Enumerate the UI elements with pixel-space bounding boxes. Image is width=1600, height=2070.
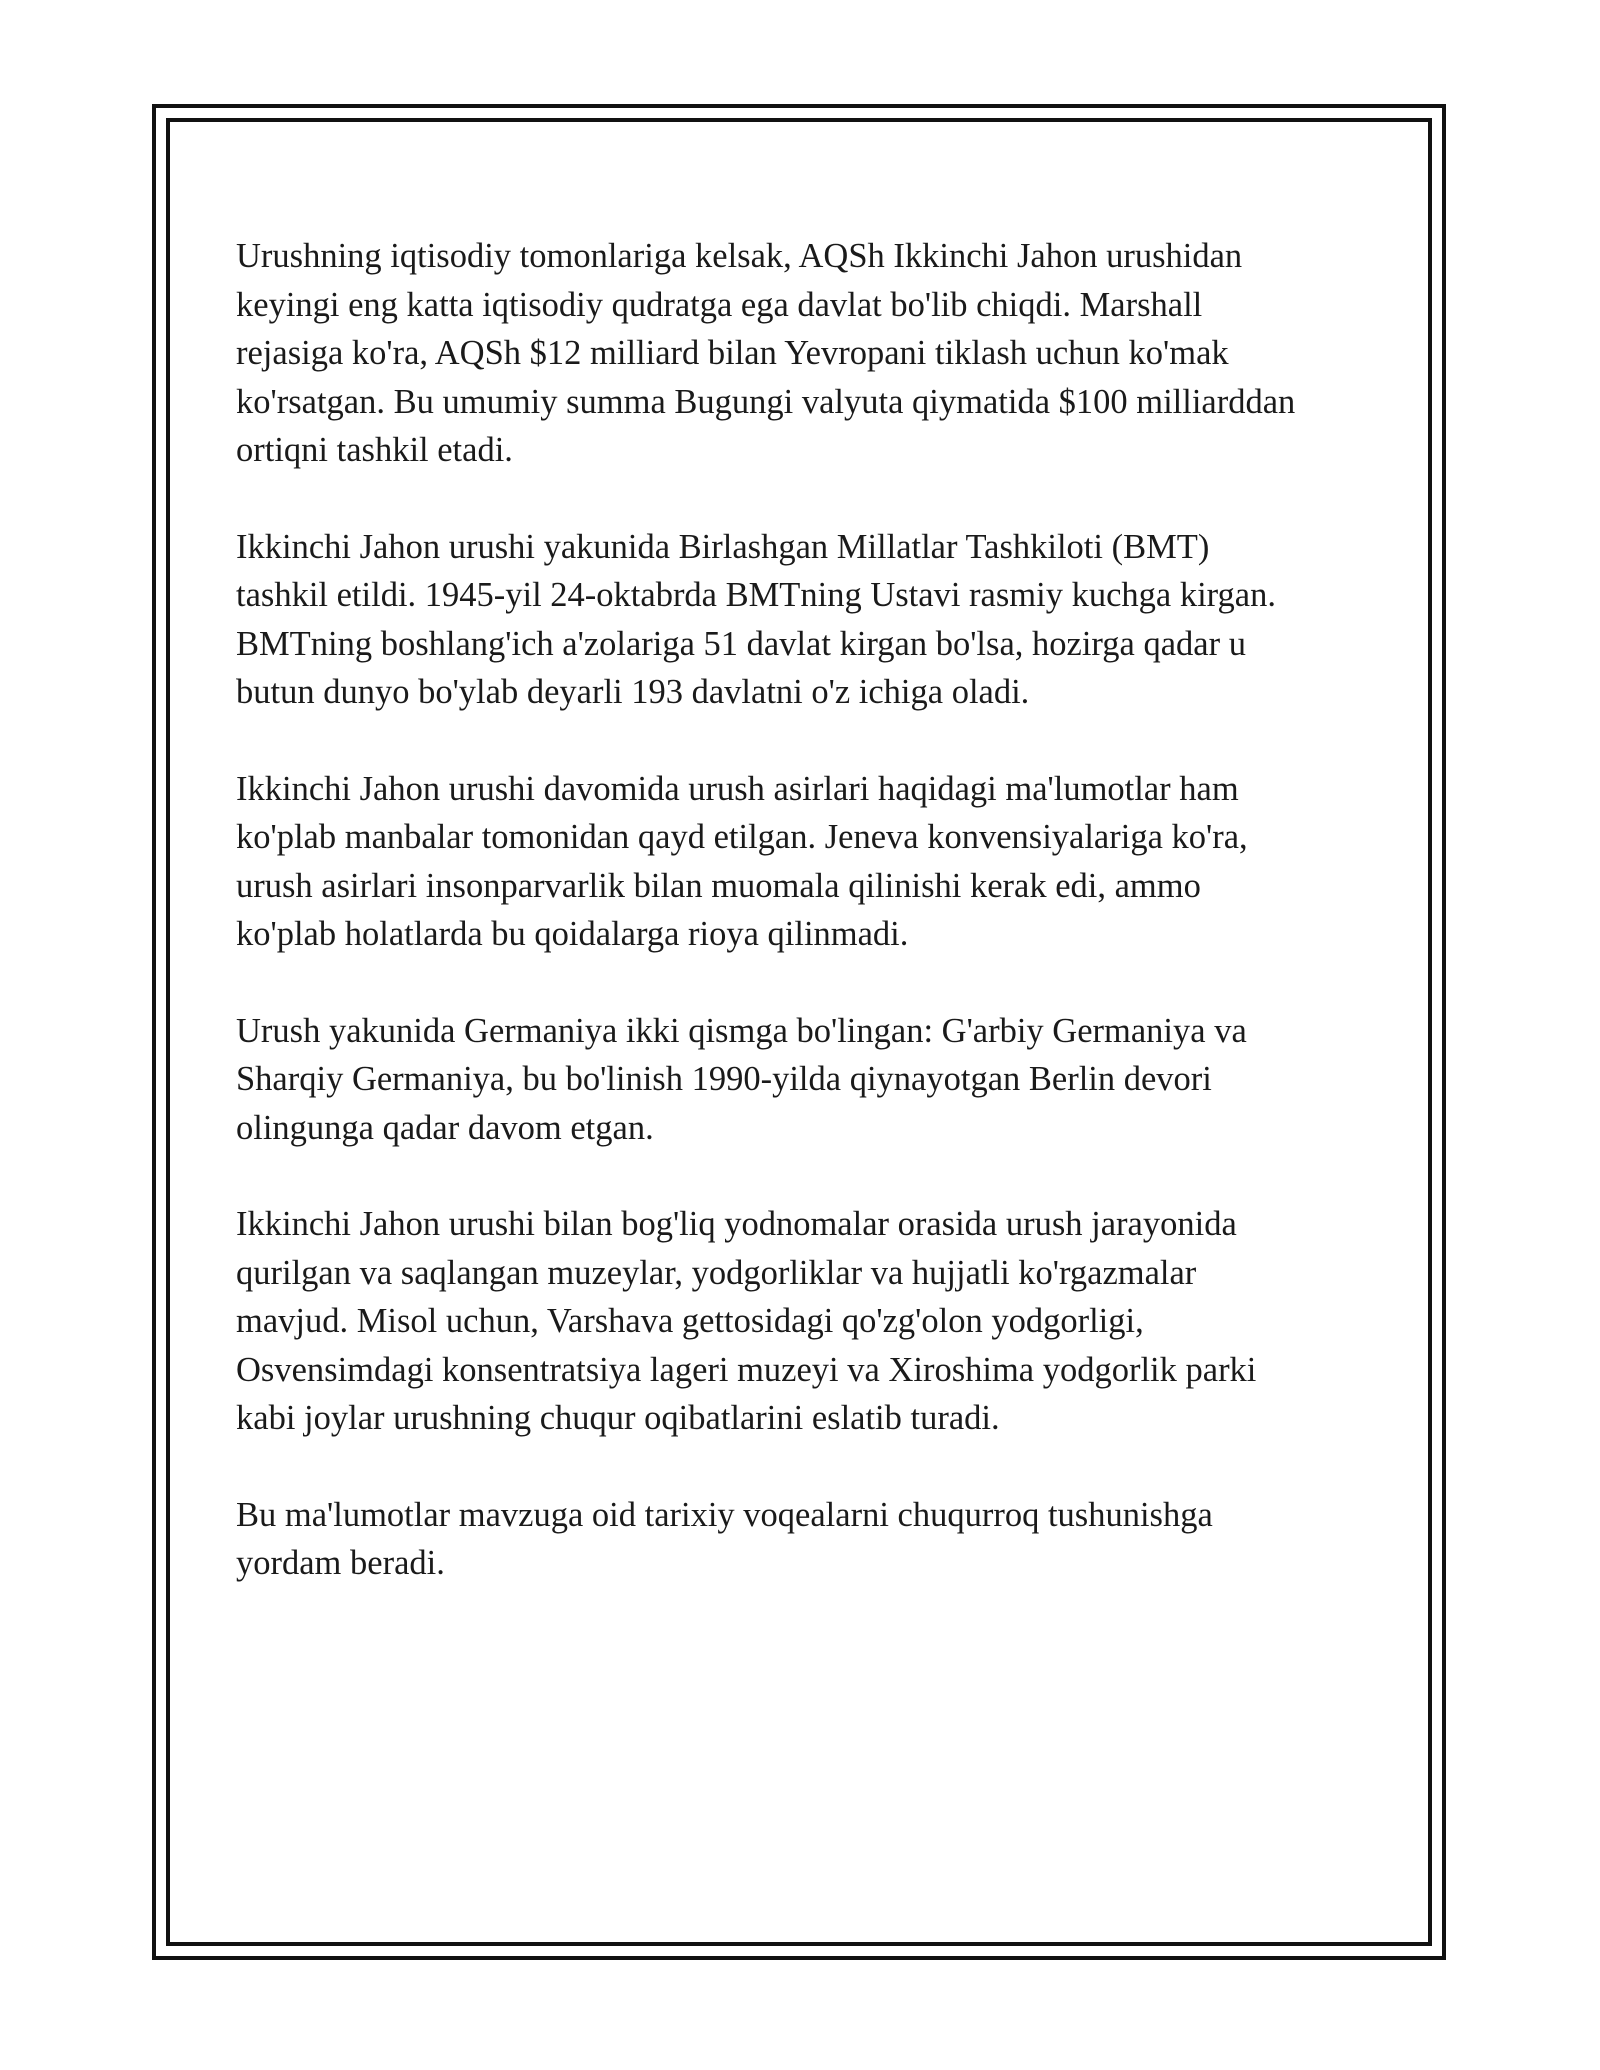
paragraph-conclusion: Bu ma'lumotlar mavzuga oid tarixiy voqealarni chuqurroq tushunishga yordam beradi. <box>236 1495 1213 1582</box>
document-body <box>236 232 1376 1636</box>
paragraph-germany: Urush yakunida Germaniya ikki qismga bo'lingan: G'arbiy Germaniya va Sharqiy Germaniya, bu bo'linish 1990-yilda qiynayotgan Berlin devori olingunga qadar davom etgan. <box>236 1011 1247 1147</box>
paragraph-memorials: Ikkinchi Jahon urushi bilan bog'liq yodnomalar orasida urush jarayonida qurilgan va saqlangan muzeylar, yodgorliklar va hujjatli ko'rgazmalar mavjud. Misol uchun, Varshava gettosidagi qo'zg'olon yodgorligi, Osvensimdagi konsentratsiya lageri muzeyi va Xiroshima yodgorlik parki kabi joylar urushning chuqur oqibatlarini eslatib turadi. <box>236 1205 1257 1437</box>
paragraph-economy: Urushning iqtisodiy tomonlariga kelsak, AQSh Ikkinchi Jahon urushidan keyingi eng katta iqtisodiy qudratga ega davlat bo'lib chiqdi. Marshall rejasiga ko'ra, AQSh $12 milliard bilan Yevropani tiklash uchun ko'mak ko'rsatgan. Bu umumiy summa Bugungi valyuta qiymatida $100 milliarddan ortiqni tashkil etadi. <box>236 237 1296 469</box>
paragraph-prisoners: Ikkinchi Jahon urushi davomida urush asirlari haqidagi ma'lumotlar ham ko'plab manbalar tomonidan qayd etilgan. Jeneva konvensiyalariga ko'ra, urush asirlari insonparvarlik bilan muomala qilinishi kerak edi, ammo ko'plab holatlarda bu qoidalarga rioya qilinmadi. <box>236 769 1248 953</box>
paragraph-un: Ikkinchi Jahon urushi yakunida Birlashgan Millatlar Tashkiloti (BMT) tashkil etildi. 1945-yil 24-oktabrda BMTning Ustavi rasmiy kuchga kirgan. BMTning boshlang'ich a'zolariga 51 davlat kirgan bo'lsa, hozirga qadar u butun dunyo bo'ylab deyarli 193 davlatni o'z ichiga oladi. <box>236 527 1276 711</box>
